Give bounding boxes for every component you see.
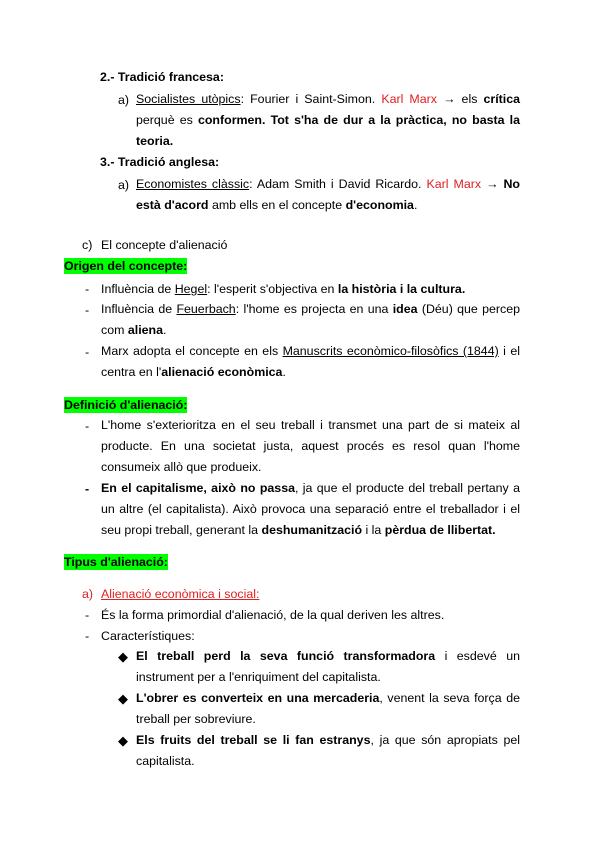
karl-marx-label: Karl Marx (426, 177, 482, 191)
characteristic-1: El treball perd la seva funció transformadora i esdevé un instrument per a l'enriquiment del capitalista. (136, 649, 520, 684)
bullet-dash: - (85, 608, 90, 622)
subheading-alienacio-economica: Alienació econòmica i social: (101, 587, 260, 601)
heading-origen-concepte: Origen del concepte: (64, 259, 188, 273)
bullet-dash: - (85, 629, 90, 643)
heading-tradicio-anglesa: 3.- Tradició anglesa: (100, 155, 220, 169)
list-marker: a) (118, 178, 130, 192)
diamond-bullet-icon: ◆ (118, 649, 128, 664)
list-item-forma-primordial: És la forma primordial d'alienació, de la qual deriven les altres. (101, 608, 445, 622)
heading-definicio: Definició d'alienació: (64, 398, 188, 412)
section-title: El concepte d'alienació (101, 238, 228, 252)
section-marker: c) (82, 238, 93, 252)
list-marker: a) (118, 93, 130, 107)
bullet-dash: - (85, 482, 90, 496)
paragraph-economistes-classics: Economistes clàssic: Adam Smith i David Ricardo. Karl Marx → No està d'acord amb ells en el concepte d'economia. (136, 177, 521, 212)
list-item-feuerbach: Influència de Feuerbach: l'home es projecta en una idea (Déu) que percep com aliena. (101, 302, 520, 337)
list-item-caracteristiques: Característiques: (101, 629, 195, 643)
heading-tradicio-francesa: 2.- Tradició francesa: (100, 70, 224, 84)
characteristic-2: L'obrer es converteix en una mercaderia, venent la seva força de treball per sobreviure. (136, 691, 520, 726)
diamond-bullet-icon: ◆ (118, 733, 128, 748)
bullet-dash: - (85, 345, 90, 359)
paragraph-definicio-2: En el capitalisme, això no passa, ja que el producte del treball pertany a un altre (el capitalista). Això provoca una separació entre el treballador i el seu propi treball, generant la deshumanització i la pèrdua de llibertat. (101, 481, 520, 537)
paragraph-definicio-1: L'home s'exterioritza en el seu treball i transmet una part de si mateix al producte. En una societat justa, aquest procés es resol quan l'home consumeix allò que produeix. (101, 418, 520, 474)
list-marker: a) (82, 587, 94, 601)
karl-marx-label: Karl Marx (381, 92, 437, 106)
heading-tipus: Tipus d'alienació: (64, 555, 168, 569)
diamond-bullet-icon: ◆ (118, 691, 128, 706)
bullet-dash: - (85, 419, 90, 433)
bullet-dash: - (85, 303, 90, 317)
paragraph-socialistes-utopics: Socialistes utòpics: Fourier i Saint-Simon. Karl Marx → els crítica perquè es conformen. Tot s'ha de dur a la pràctica, no basta la teoria. (136, 92, 520, 148)
characteristic-3: Els fruits del treball se li fan estranys, ja que són apropiats pel capitalista. (136, 733, 521, 768)
bullet-dash: - (85, 282, 90, 296)
list-item-hegel: Influència de Hegel: l'esperit s'objectiva en la història i la cultura. (101, 282, 466, 296)
term-socialistes-utopics: Socialistes utòpics (136, 92, 241, 106)
list-item-manuscrits: Marx adopta el concepte en els Manuscrits econòmico-filosòfics (1844) i el centra en l'alienació econòmica. (101, 344, 520, 379)
term-economistes-classics: Economistes clàssic (136, 177, 250, 191)
